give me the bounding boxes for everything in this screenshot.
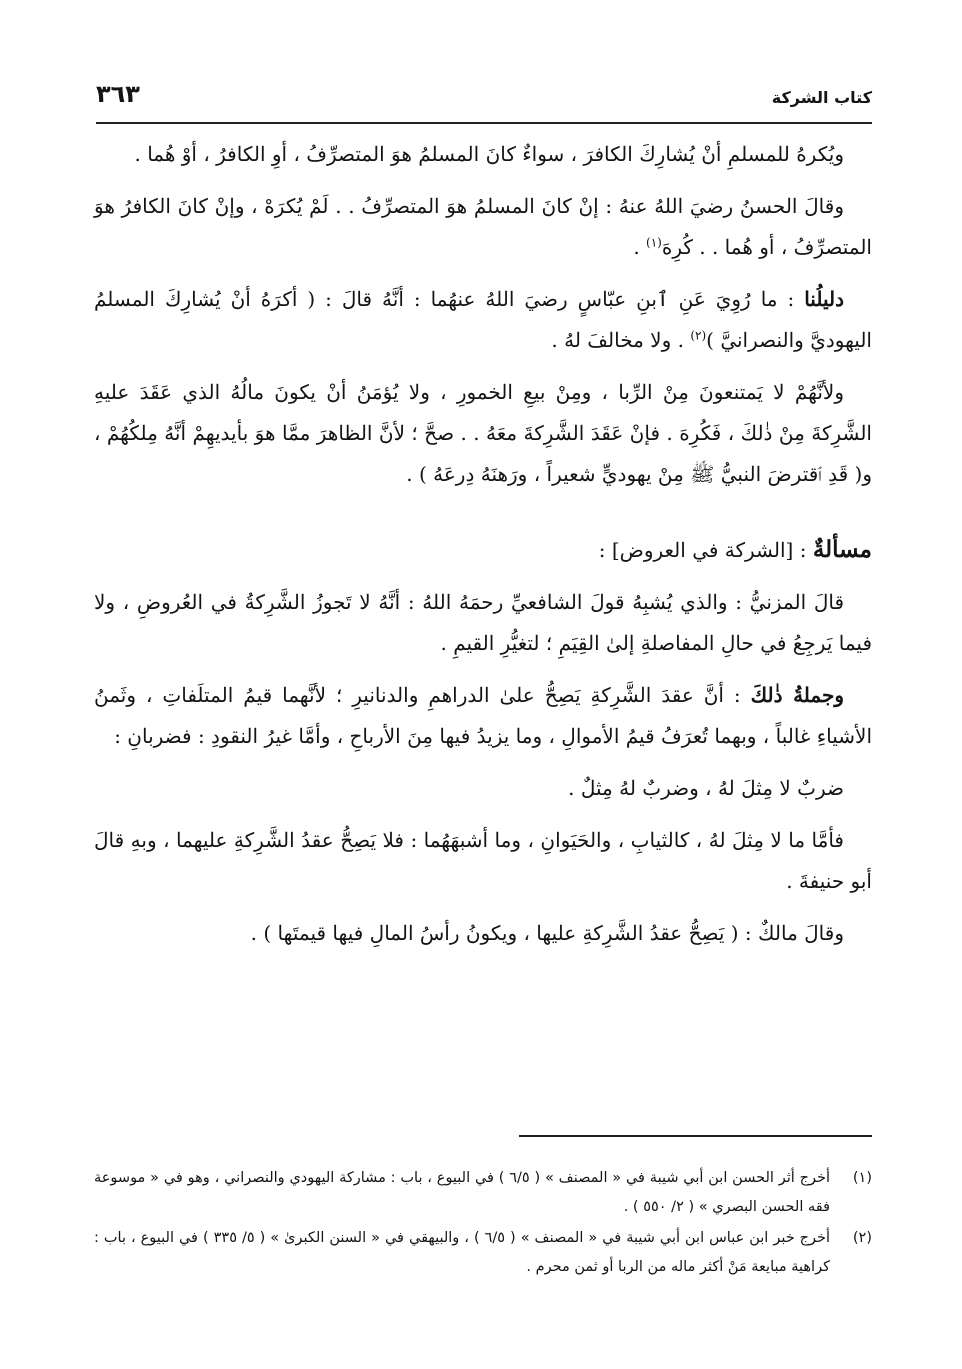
paragraph-5: قالَ المزنيُّ : والذي يُشبِهُ قولَ الشافعيِّ رحمَهُ اللهُ : أنَّهُ لا تَجوزُ الشَّرِكةُ في العُروضِ ، ولا فيما يَرجِعُ في حالِ المفاصلةِ إلىٰ القِيَمِ ؛ لتغيُّرِ القيمِ .: [94, 590, 872, 655]
paragraph-6: [94, 675, 872, 757]
paragraph-6-text: : أنَّ عقدَ الشَّرِكةِ يَصِحُّ علىٰ الدراهمِ والدنانيرِ ؛ لأنَّهما قيمُ المتلَفاتِ ، وثَمنُ الأشياءِ غالباً ، وبهما تُعرَفُ قيمُ الأموالِ ، وما يزيدُ فيها مِنَ الأرباحِ ، وأمَّا غيرُ النقودِ : فضربانِ :: [94, 683, 872, 748]
paragraph-8: فأمَّا ما لا مِثلَ لهُ ، كالثيابِ ، والحَيَوانِ ، وما أشبهَهُما : فلا يَصِحُّ عقدُ الشَّرِكةِ عليهما ، وبهِ قالَ أبو حنيفةَ .: [94, 828, 872, 893]
paragraph-9: وقالَ مالكٌ : ( يَصِحُّ عقدُ الشَّرِكةِ عليها ، ويكونُ رأسُ المالِ فيها قيمتَها ) .: [250, 921, 844, 945]
footnote-number: (١): [852, 1170, 872, 1186]
paragraph-3-end: . ولا مخالفَ لهُ .: [551, 328, 691, 352]
issue-heading: [94, 529, 872, 571]
paragraph-3: [94, 279, 872, 361]
paragraph-7: ضربٌ لا مِثلَ لهُ ، وضربٌ لهُ مِثلٌ .: [568, 776, 844, 800]
main-text: [94, 134, 872, 965]
paragraph-1: ويُكرهُ للمسلمِ أنْ يُشارِكَ الكافرَ ، سواءٌ كانَ المسلمُ هوَ المتصرِّفُ ، أوِ الكافرُ ، أوْ هُما .: [134, 142, 844, 166]
footnote-2: [94, 1224, 872, 1282]
paragraph-2: [94, 186, 872, 268]
footnote-text: أخرج أثر الحسن ابن أبي شيبة في « المصنف » ( ٦/٥ ) في البيوع ، باب : مشاركة اليهودي والنصراني ، وهو في « موسوعة فقه الحسن البصري » ( ٢/ ٥٥٠ ) .: [94, 1170, 830, 1215]
evidence-label: دليلُنا: [804, 287, 844, 311]
paragraph-3-text: : ما رُوِيَ عَنِ ٱبنِ عبّاسٍ رضيَ اللهُ عنهُما : أنَّهُ قالَ : ( أكرَهُ أنْ يُشارِكَ المسلمُ اليهوديَّ والنصرانيَّ ): [94, 287, 872, 352]
paragraph-2-text: وقالَ الحسنُ رضيَ اللهُ عنهُ : إنْ كانَ المسلمُ هوَ المتصرِّفُ . . لَمْ يُكرَهْ ، وإنْ كانَ الكافرُ هوَ المتصرِّفُ ، أو هُما . . كُرِهَ: [94, 194, 872, 259]
footnote-divider: [519, 1135, 872, 1137]
page-number: ٣٦٣: [96, 80, 140, 108]
footnote-ref-2[interactable]: (٢): [690, 328, 707, 343]
footnote-number: (٢): [852, 1230, 872, 1246]
paragraph-2-end: .: [633, 235, 647, 259]
issue-title: : [الشركة في العروض] :: [598, 538, 813, 562]
running-head: كتاب الشركة: [771, 88, 872, 107]
footnotes: [94, 1164, 872, 1284]
issue-label: مسألةٌ: [812, 536, 872, 563]
page-header: [96, 78, 872, 124]
summary-label: وجملةُ ذٰلكَ: [750, 683, 844, 707]
paragraph-4: ولأنَّهُمْ لا يَمتنعونَ مِنْ الرِّبا ، ومِنْ بيعِ الخمورِ ، ولا يُؤمَنُ أنْ يكونَ مالُهُ الذي عَقَدَ عليهِ الشَّرِكةَ مِنْ ذٰلكَ ، فَكُرِهَ . فإنْ عَقَدَ الشَّرِكةَ معَهُ . . صحَّ ؛ لأنَّ الظاهرَ ممَّا هوَ بأيديهِمْ أنَّهُ مِلكُهُمْ ، و( قَدِ ٱقترضَ النبيُّ ﷺ مِنْ يهوديٍّ شعيراً ، ورَهنَهُ دِرعَهُ ) .: [94, 380, 872, 486]
footnote-1: [94, 1164, 872, 1222]
footnote-ref-1[interactable]: (١): [646, 235, 662, 250]
footnote-text: أخرج خبر ابن عباس ابن أبي شيبة في « المصنف » ( ٦/٥ ) ، والبيهقي في « السنن الكبرىٰ » ( ٥/ ٣٣٥ ) في البيوع ، باب : كراهية مبايعة مَنْ أكثر ماله من الربا أو ثمن محرم .: [94, 1230, 830, 1275]
